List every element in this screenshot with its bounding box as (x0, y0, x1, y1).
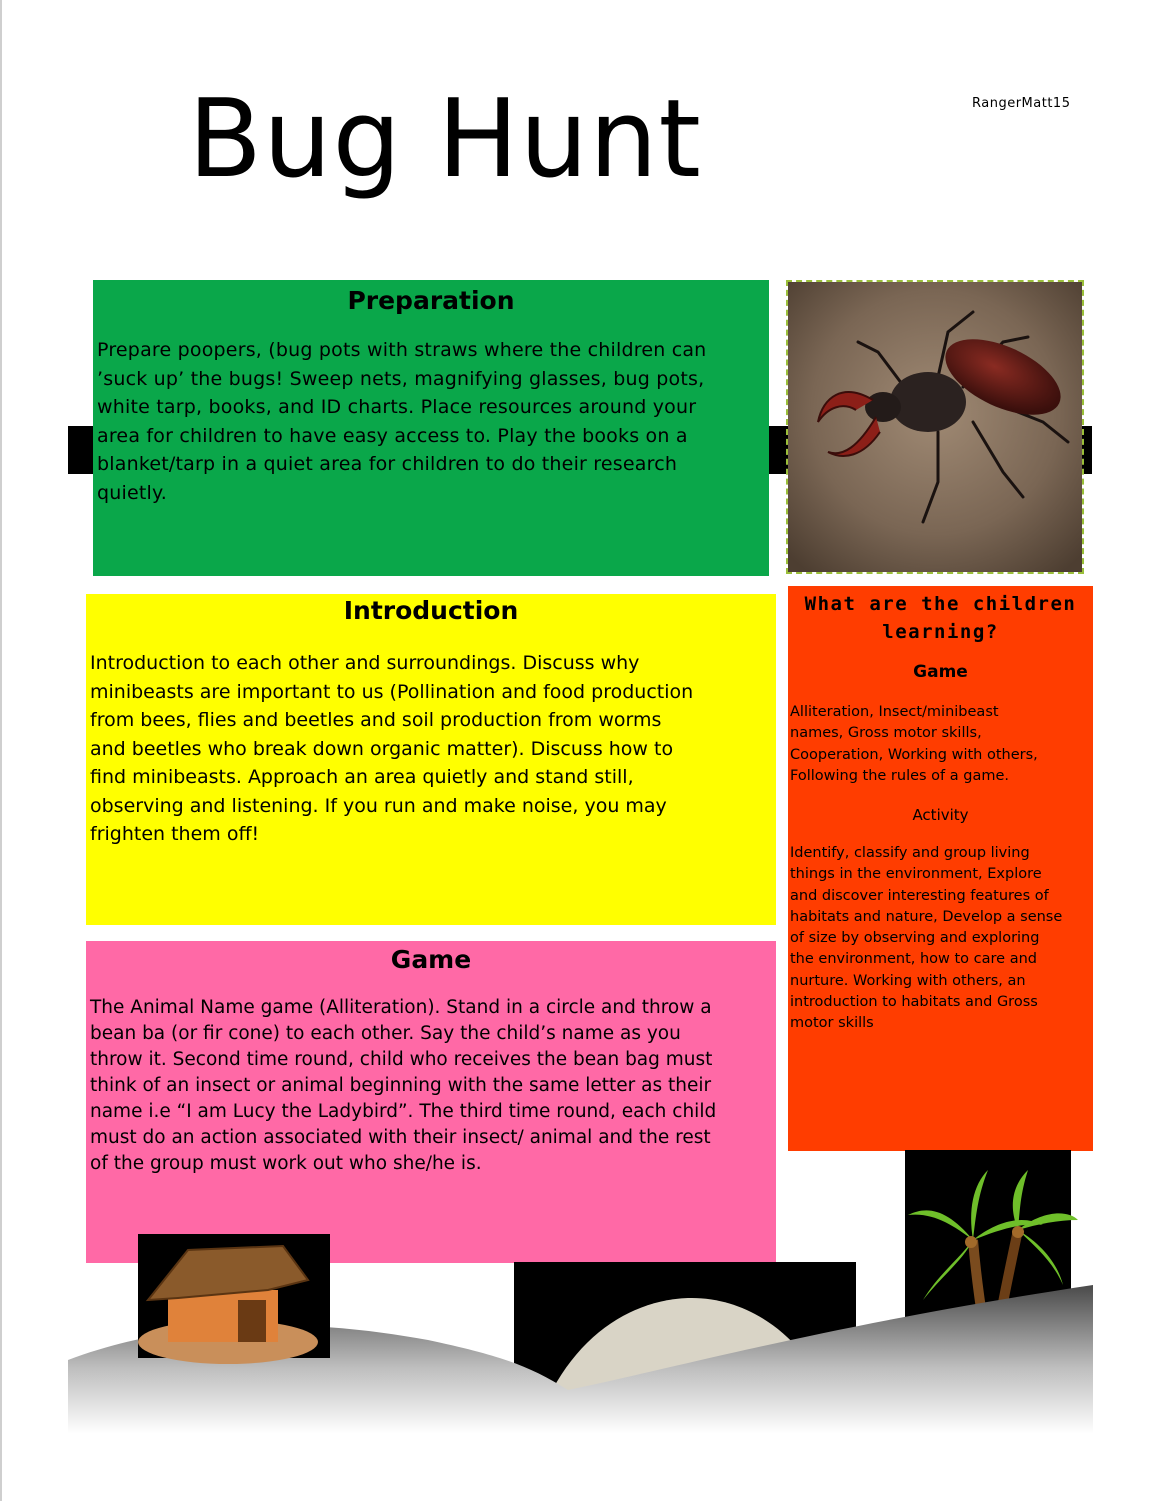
hut-icon (138, 1234, 330, 1364)
learning-panel (788, 586, 1093, 1151)
page-title: Bug Hunt (188, 77, 702, 202)
learning-activity-heading: Activity (912, 806, 969, 824)
scenery-illustration (68, 1150, 1093, 1434)
learning-game-text: Alliteration, Insect/minibeast names, Gross motor skills, Cooperation, Working with others, Following the rules of a game. (790, 704, 1038, 784)
game-heading: Game (390, 945, 472, 974)
beetle-image (788, 282, 1082, 572)
game-text: The Animal Name game (Alliteration). Stand in a circle and throw a bean ba (or fir cone) to each other. Say the child’s name as you throw it. Second time round, child who receives the bean bag must think of an insect or animal beginning with the same letter as their name i.e “I am Lucy the Ladybird”. The third time round, each child must do an action associated with their insect/ animal and the rest of the group must work out who she/he is. (90, 997, 717, 1174)
page-edge-rule (0, 0, 2, 1501)
introduction-panel (86, 594, 776, 925)
introduction-text: Introduction to each other and surroundings. Discuss why minibeasts are important to us (Pollination and food production from bees, flies and beetles and soil production from worms and beetles who break down organic matter). Discuss how to find minibeasts. Approach an area quietly and stand still, observing and listening. If you run and make noise, you may frighten them off! (90, 652, 694, 845)
introduction-heading: Introduction (343, 596, 519, 625)
learning-activity-text: Identify, classify and group living things in the environment, Explore and discover interesting features of habitats and nature, Develop a sense of size by observing and exploring the environment, how to care and nurture. Working with others, an introduction to habitats and Gross motor skills (790, 845, 1063, 1032)
stag-beetle-photo (786, 280, 1084, 574)
author-credit: RangerMatt15 (972, 96, 1071, 111)
learning-game-heading: Game (913, 662, 968, 682)
learning-heading: What are the children learning? (804, 593, 1077, 643)
preparation-heading: Preparation (347, 286, 515, 315)
preparation-text: Prepare poopers, (bug pots with straws where the children can ’suck up’ the bugs! Sweep nets, magnifying glasses, bug pots, white tarp, books, and ID charts. Place resources around your area for children to have easy access to. Play the books on a blanket/tarp in a quiet area for children to do their research quietly. (97, 339, 707, 504)
